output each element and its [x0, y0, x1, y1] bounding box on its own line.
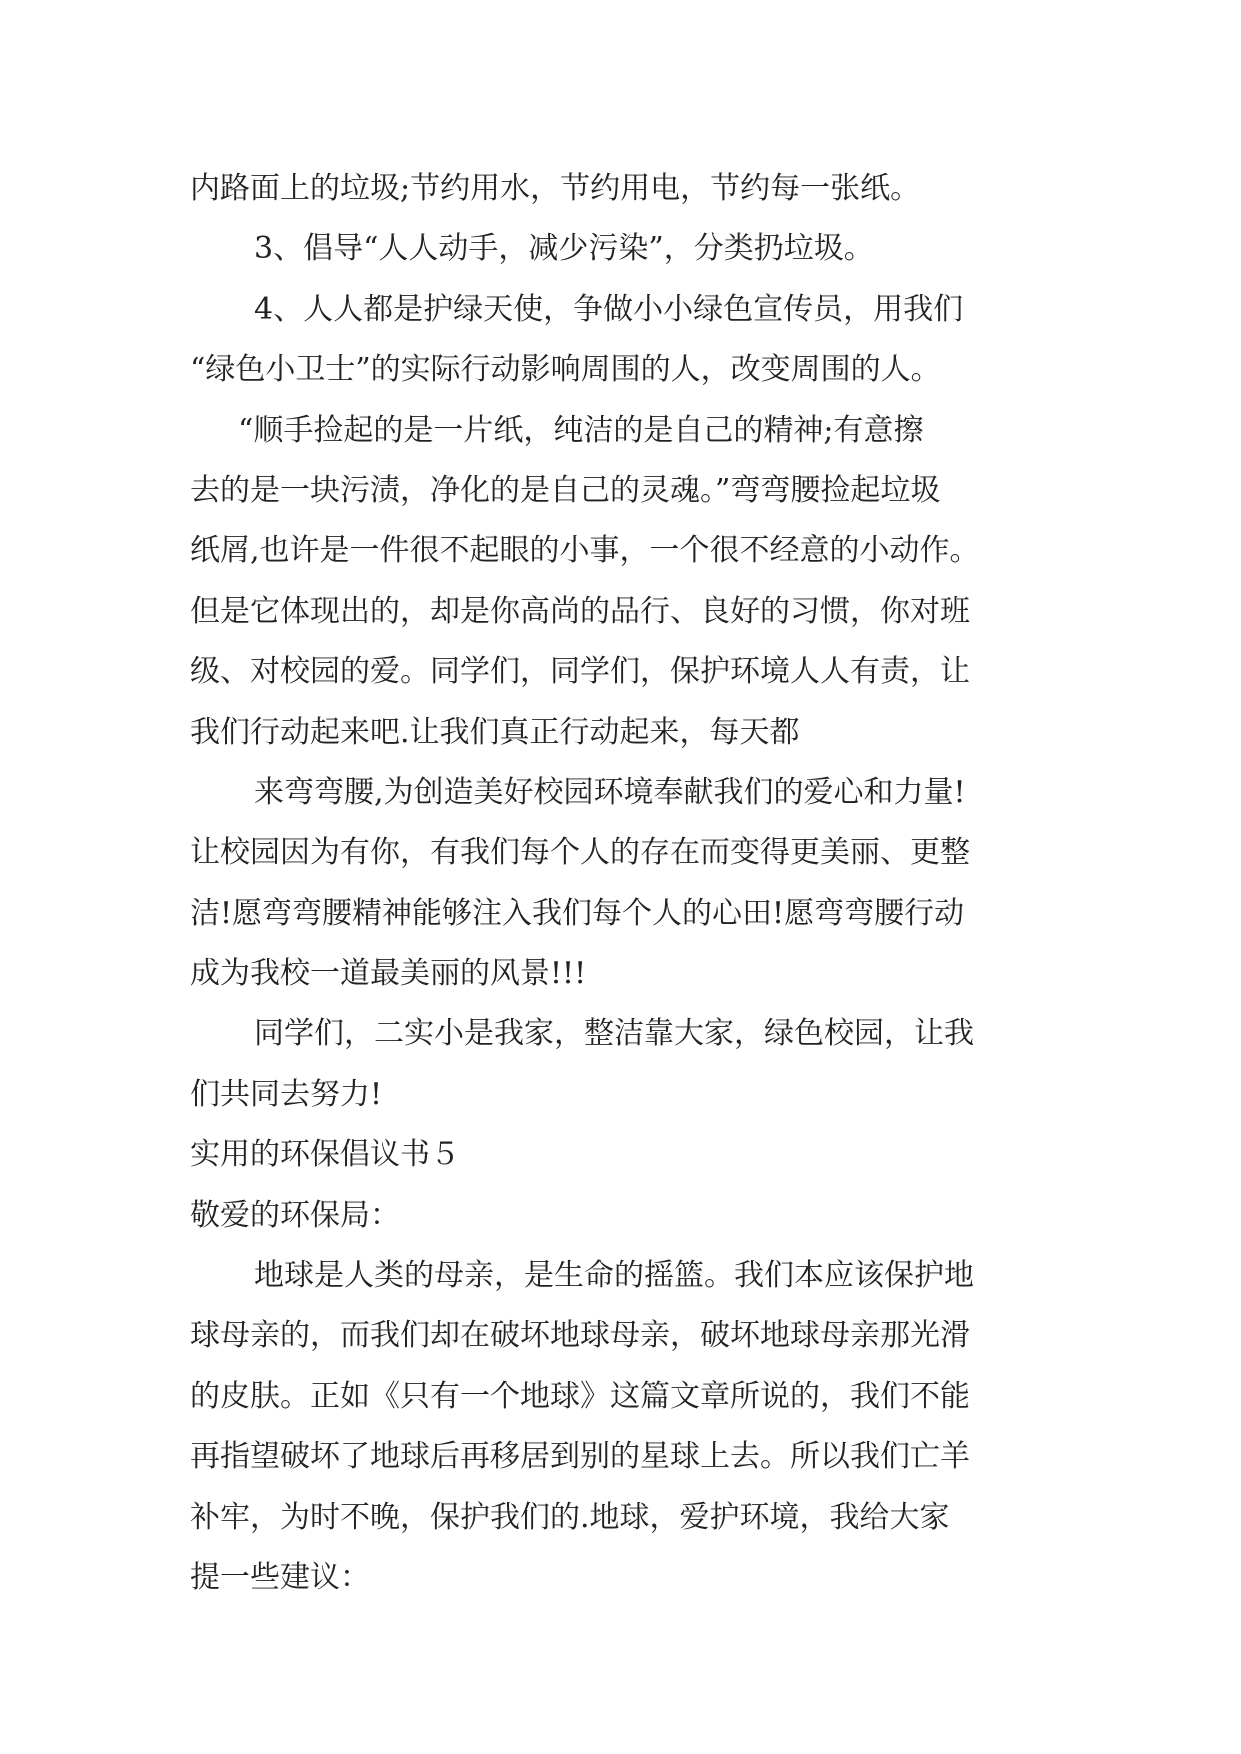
text-line: “顺手捡起的是一片纸，纯洁的是自己的精神;有意擦 — [238, 412, 924, 448]
text-line: 来弯弯腰,为创造美好校园环境奉献我们的爱心和力量! — [254, 774, 966, 810]
text-line: 提一些建议： — [190, 1559, 370, 1595]
text-line: 洁!愿弯弯腰精神能够注入我们每个人的心田!愿弯弯腰行动 — [190, 895, 965, 931]
text-line: 内路面上的垃圾;节约用水，节约用电，节约每一张纸。 — [190, 171, 921, 206]
text-line: 地球是人类的母亲，是生命的摇篮。我们本应该保护地 — [254, 1258, 974, 1294]
document-body — [190, 159, 1060, 1608]
section-heading: 实用的环保倡议书５ — [190, 1137, 460, 1173]
text-line: 补牢，为时不晚，保护我们的.地球，爱护环境，我给大家 — [190, 1499, 950, 1535]
text-line: 成为我校一道最美丽的风景!!! — [190, 956, 587, 992]
text-line: 我们行动起来吧.让我们真正行动起来，每天都 — [190, 714, 800, 750]
text-line: 4、人人都是护绿天使，争做小小绿色宣传员，用我们 — [254, 291, 964, 327]
text-line: 3、倡导“人人动手，减少污染”，分类扔垃圾。 — [254, 231, 874, 267]
text-line: 让校园因为有你，有我们每个人的存在而变得更美丽、更整 — [190, 835, 970, 871]
text-line: 的皮肤。正如《只有一个地球》这篇文章所说的，我们不能 — [190, 1378, 970, 1414]
text-line: 但是它体现出的，却是你高尚的品行、良好的习惯，你对班 — [190, 593, 970, 629]
text-line: 球母亲的，而我们却在破坏地球母亲，破坏地球母亲那光滑 — [190, 1318, 970, 1354]
text-line: “绿色小卫士”的实际行动影响周围的人，改变周围的人。 — [190, 352, 941, 388]
salutation: 敬爱的环保局： — [190, 1197, 400, 1233]
text-line: 再指望破坏了地球后再移居到别的星球上去。所以我们亡羊 — [190, 1439, 970, 1475]
text-line: 纸屑,也许是一件很不起眼的小事，一个很不经意的小动作。 — [190, 533, 980, 569]
text-line: 们共同去努力! — [190, 1076, 383, 1112]
text-line: 同学们，二实小是我家，整洁靠大家，绿色校园，让我 — [254, 1016, 974, 1052]
text-line: 去的是一块污渍，净化的是自己的灵魂。”弯弯腰捡起垃圾 — [190, 472, 941, 508]
text-line: 级、对校园的爱。同学们，同学们，保护环境人人有责，让 — [190, 654, 970, 690]
